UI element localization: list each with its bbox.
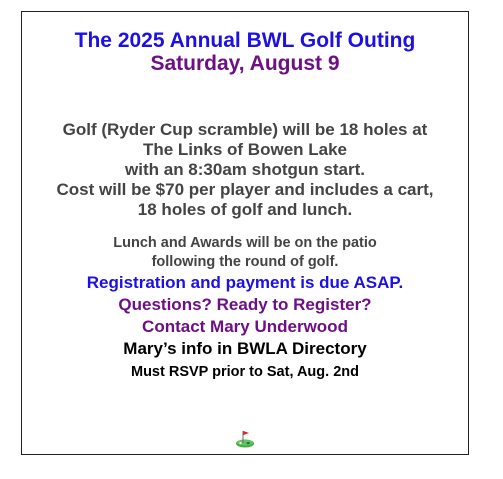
details-line: Golf (Ryder Cup scramble) will be 18 holes at <box>62 120 428 139</box>
details-line: The Links of Bowen Lake <box>142 140 348 159</box>
details-line: Cost will be $70 per player and includes a cart, <box>56 180 434 199</box>
registration-notice: Registration and payment is due ASAP. <box>86 273 404 292</box>
lunch-info <box>22 234 468 272</box>
golf-flag-icon <box>235 430 255 448</box>
contact-line: Contact Mary Underwood <box>142 317 348 336</box>
lunch-line: following the round of golf. <box>151 254 339 270</box>
details-line: with an 8:30am shotgun start. <box>125 160 365 179</box>
details-line: 18 holes of golf and lunch. <box>137 200 353 219</box>
directory-info: Mary’s info in BWLA Directory <box>123 339 367 358</box>
rsvp-deadline: Must RSVP prior to Sat, Aug. 2nd <box>131 364 359 380</box>
event-details <box>22 120 468 220</box>
questions-line: Questions? Ready to Register? <box>118 295 372 314</box>
event-flyer <box>21 11 469 455</box>
event-date: Saturday, August 9 <box>150 52 340 75</box>
event-title: The 2025 Annual BWL Golf Outing <box>74 29 416 52</box>
lunch-line: Lunch and Awards will be on the patio <box>113 235 377 251</box>
